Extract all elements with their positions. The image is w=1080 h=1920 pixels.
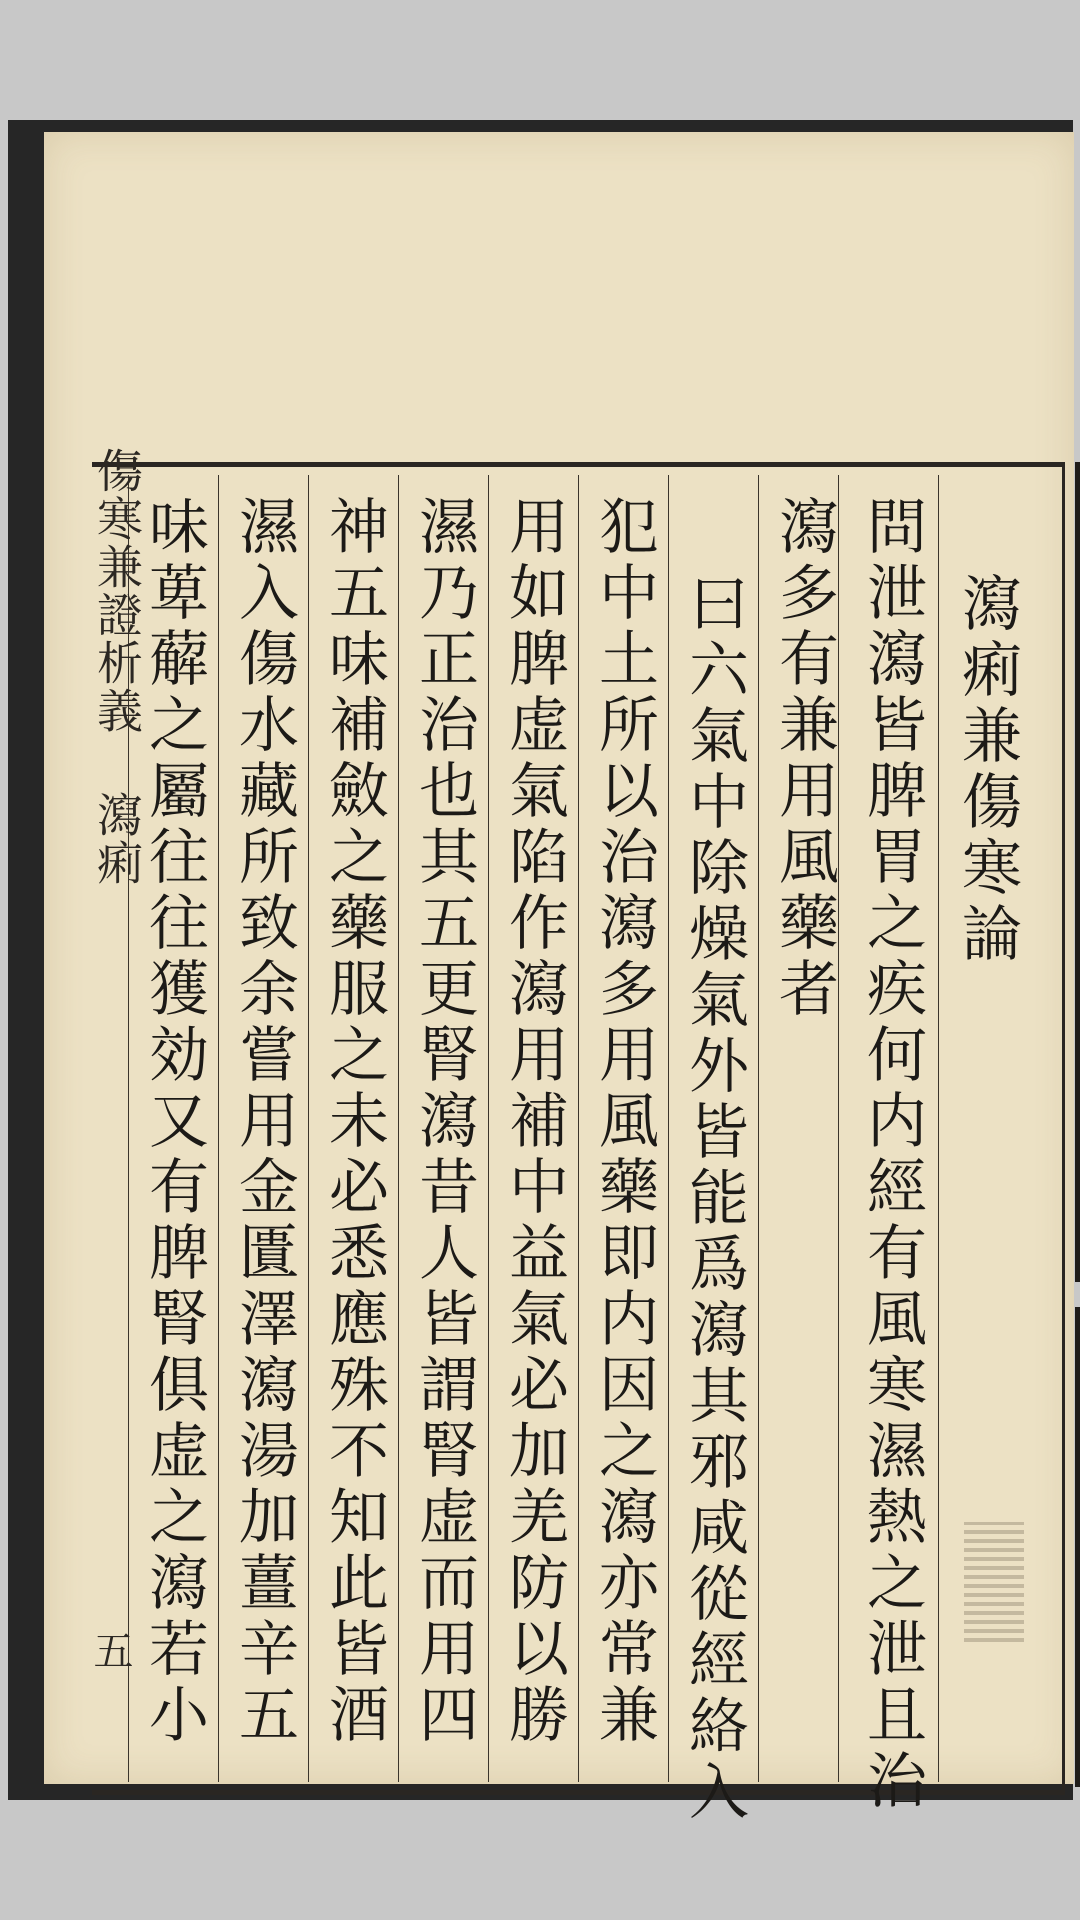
column-rule [938,475,939,1782]
faded-stamp [964,1522,1024,1642]
text-column: 濕乃正治也其五更腎瀉昔人皆謂腎虚而用四 [409,495,479,1749]
book-page [44,132,1074,1826]
margin-title: 傷寒兼證析義 瀉痢 [90,447,144,887]
text-column: 神五味補斂之藥服之未必悉應殊不知此皆酒 [319,495,389,1749]
text-frame [87,447,1065,1826]
column-rule [578,475,579,1782]
section-title: 瀉痢兼傷寒論 [952,572,1022,968]
text-column: 味萆薢之屬往往獲効又有脾腎俱虚之瀉若小 [139,495,209,1749]
page-folio: 五 [87,1630,133,1670]
text-column: 瀉多有兼用風藥者 [769,495,839,1023]
frame-bar [1075,1307,1080,1787]
column-rule [398,475,399,1782]
column-rule [668,475,669,1782]
frame-bar [1075,462,1080,1282]
text-column: 用如脾虚氣陷作瀉用補中益氣必加羌防以勝 [499,495,569,1749]
text-column: 犯中土所以治瀉多用風藥即内因之瀉亦常兼 [589,495,659,1749]
column-rule [308,475,309,1782]
column-rule [758,475,759,1782]
text-column: 問泄瀉皆脾胃之疾何内經有風寒濕熱之泄且治 [857,495,927,1815]
text-column: 濕入傷水藏所致余嘗用金匱澤瀉湯加薑辛五 [229,495,299,1749]
text-column: 曰六氣中除燥氣外皆能爲瀉其邪咸從經絡入 [679,572,749,1826]
column-rule [218,475,219,1782]
column-rule [488,475,489,1782]
